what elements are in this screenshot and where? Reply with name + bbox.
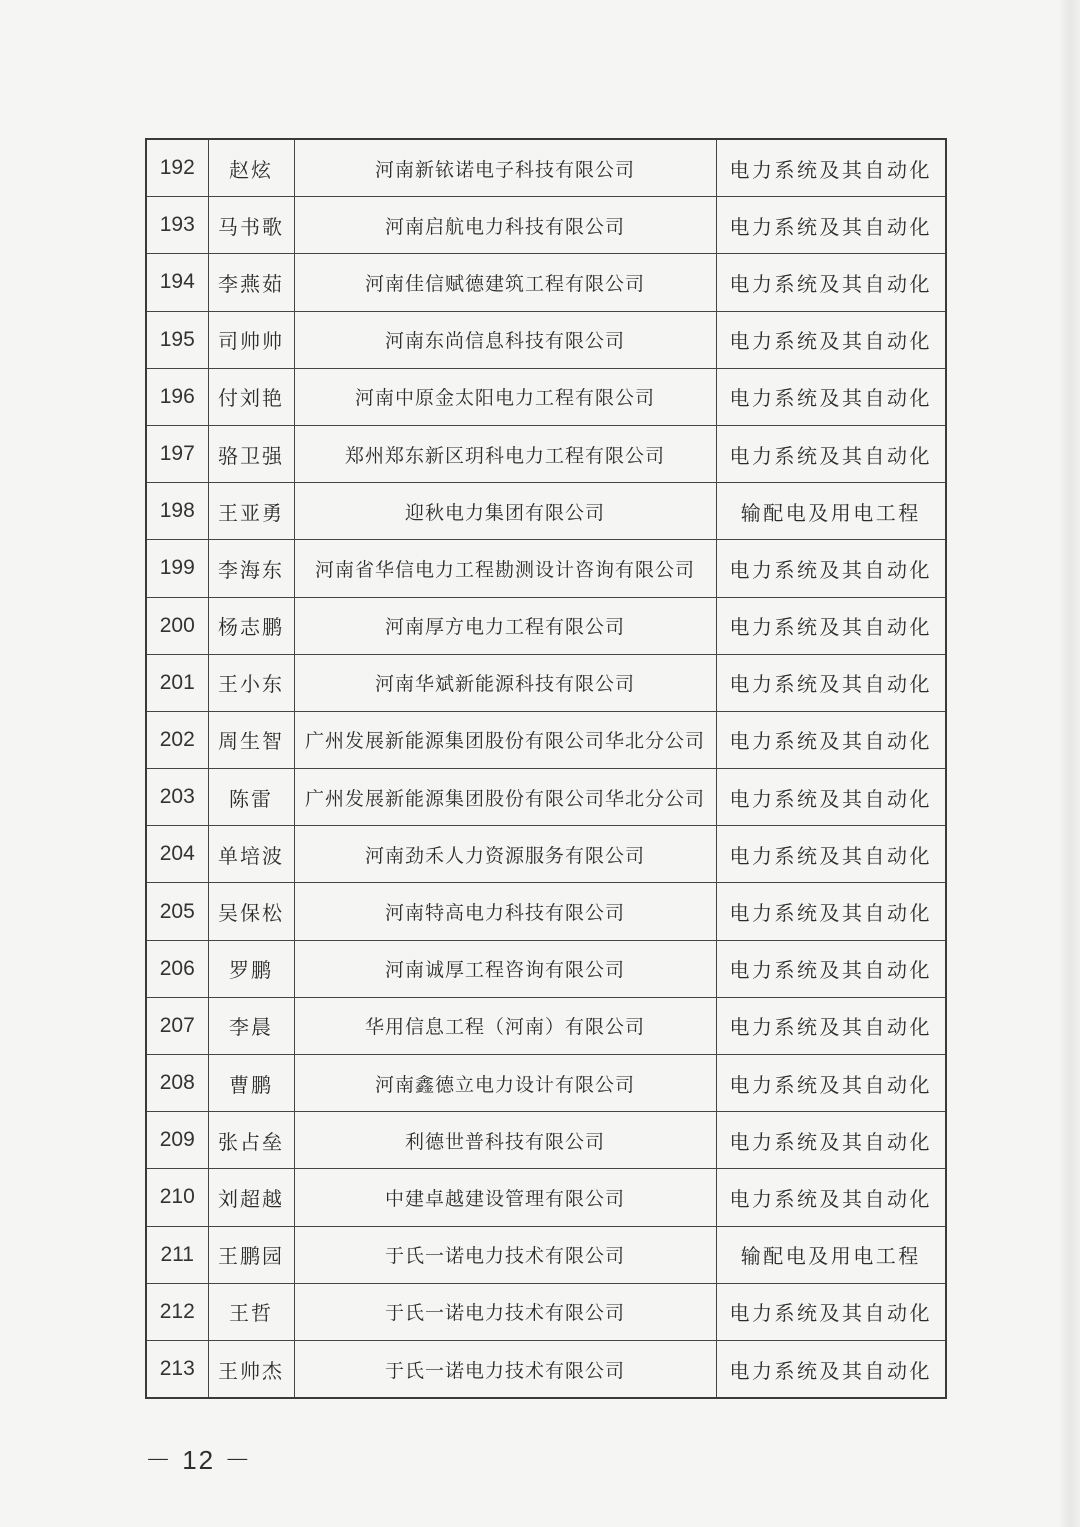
- row-number: 192: [146, 139, 208, 197]
- table-row: [146, 483, 946, 540]
- company-name: 广州发展新能源集团股份有限公司华北分公司: [294, 769, 716, 826]
- table-row: [146, 197, 946, 254]
- person-name: 王亚勇: [208, 483, 294, 540]
- person-name: 司帅帅: [208, 311, 294, 368]
- major-field: 电力系统及其自动化: [716, 597, 946, 654]
- table-row: [146, 997, 946, 1054]
- company-name: 华用信息工程（河南）有限公司: [294, 997, 716, 1054]
- row-number: 196: [146, 368, 208, 425]
- row-number: 205: [146, 883, 208, 940]
- company-name: 河南华斌新能源科技有限公司: [294, 654, 716, 711]
- table-row: [146, 597, 946, 654]
- major-field: 电力系统及其自动化: [716, 1283, 946, 1340]
- person-name: 曹鹏: [208, 1055, 294, 1112]
- company-name: 河南鑫德立电力设计有限公司: [294, 1055, 716, 1112]
- major-field: 电力系统及其自动化: [716, 711, 946, 768]
- major-field: 电力系统及其自动化: [716, 940, 946, 997]
- table-row: [146, 425, 946, 482]
- person-name: 王帅杰: [208, 1340, 294, 1398]
- table-row: [146, 940, 946, 997]
- table-row: [146, 1283, 946, 1340]
- company-name: 郑州郑东新区玥科电力工程有限公司: [294, 425, 716, 482]
- company-name: 河南佳信赋德建筑工程有限公司: [294, 254, 716, 311]
- table-row: [146, 311, 946, 368]
- row-number: 198: [146, 483, 208, 540]
- row-number: 207: [146, 997, 208, 1054]
- major-field: 电力系统及其自动化: [716, 425, 946, 482]
- major-field: 电力系统及其自动化: [716, 826, 946, 883]
- row-number: 206: [146, 940, 208, 997]
- row-number: 199: [146, 540, 208, 597]
- table-row: [146, 883, 946, 940]
- person-name: 王小东: [208, 654, 294, 711]
- table-row: [146, 769, 946, 826]
- row-number: 212: [146, 1283, 208, 1340]
- row-number: 208: [146, 1055, 208, 1112]
- table-row: [146, 1169, 946, 1226]
- table-row: [146, 711, 946, 768]
- company-name: 中建卓越建设管理有限公司: [294, 1169, 716, 1226]
- row-number: 202: [146, 711, 208, 768]
- row-number: 209: [146, 1112, 208, 1169]
- person-name: 赵炫: [208, 139, 294, 197]
- table-row: [146, 139, 946, 197]
- company-name: 于氏一诺电力技术有限公司: [294, 1283, 716, 1340]
- table-row: [146, 254, 946, 311]
- major-field: 电力系统及其自动化: [716, 254, 946, 311]
- person-name: 马书歌: [208, 197, 294, 254]
- company-name: 河南劲禾人力资源服务有限公司: [294, 826, 716, 883]
- company-name: 河南诚厚工程咨询有限公司: [294, 940, 716, 997]
- person-name: 吴保松: [208, 883, 294, 940]
- scan-edge-shadow: [1058, 0, 1080, 1527]
- row-number: 197: [146, 425, 208, 482]
- major-field: 电力系统及其自动化: [716, 997, 946, 1054]
- table-row: [146, 1340, 946, 1398]
- row-number: 200: [146, 597, 208, 654]
- row-number: 201: [146, 654, 208, 711]
- company-name: 河南特高电力科技有限公司: [294, 883, 716, 940]
- person-name: 王鹏园: [208, 1226, 294, 1283]
- person-name: 刘超越: [208, 1169, 294, 1226]
- major-field: 电力系统及其自动化: [716, 139, 946, 197]
- person-name: 付刘艳: [208, 368, 294, 425]
- person-name: 罗鹏: [208, 940, 294, 997]
- major-field: 电力系统及其自动化: [716, 368, 946, 425]
- row-number: 210: [146, 1169, 208, 1226]
- person-name: 王哲: [208, 1283, 294, 1340]
- row-number: 194: [146, 254, 208, 311]
- company-name: 于氏一诺电力技术有限公司: [294, 1226, 716, 1283]
- company-name: 河南中原金太阳电力工程有限公司: [294, 368, 716, 425]
- person-name: 李晨: [208, 997, 294, 1054]
- table-row: [146, 540, 946, 597]
- row-number: 213: [146, 1340, 208, 1398]
- company-name: 河南省华信电力工程勘测设计咨询有限公司: [294, 540, 716, 597]
- person-name: 陈雷: [208, 769, 294, 826]
- major-field: 电力系统及其自动化: [716, 311, 946, 368]
- person-name: 李燕茹: [208, 254, 294, 311]
- company-name: 利德世普科技有限公司: [294, 1112, 716, 1169]
- company-name: 河南启航电力科技有限公司: [294, 197, 716, 254]
- major-field: 电力系统及其自动化: [716, 197, 946, 254]
- company-name: 于氏一诺电力技术有限公司: [294, 1340, 716, 1398]
- company-name: 河南厚方电力工程有限公司: [294, 597, 716, 654]
- person-name: 李海东: [208, 540, 294, 597]
- person-name: 单培波: [208, 826, 294, 883]
- row-number: 195: [146, 311, 208, 368]
- table-row: [146, 654, 946, 711]
- table-row: [146, 1226, 946, 1283]
- table-row: [146, 1055, 946, 1112]
- company-name: 广州发展新能源集团股份有限公司华北分公司: [294, 711, 716, 768]
- major-field: 电力系统及其自动化: [716, 1169, 946, 1226]
- company-name: 河南新铱诺电子科技有限公司: [294, 139, 716, 197]
- major-field: 电力系统及其自动化: [716, 654, 946, 711]
- major-field: 电力系统及其自动化: [716, 769, 946, 826]
- person-name: 杨志鹏: [208, 597, 294, 654]
- major-field: 电力系统及其自动化: [716, 1055, 946, 1112]
- row-number: 204: [146, 826, 208, 883]
- row-number: 211: [146, 1226, 208, 1283]
- row-number: 203: [146, 769, 208, 826]
- major-field: 电力系统及其自动化: [716, 540, 946, 597]
- company-name: 迎秋电力集团有限公司: [294, 483, 716, 540]
- person-name: 张占垒: [208, 1112, 294, 1169]
- person-name: 骆卫强: [208, 425, 294, 482]
- table-row: [146, 826, 946, 883]
- major-field: 电力系统及其自动化: [716, 883, 946, 940]
- company-name: 河南东尚信息科技有限公司: [294, 311, 716, 368]
- row-number: 193: [146, 197, 208, 254]
- page-number: － 12 －: [145, 1445, 253, 1475]
- person-name: 周生智: [208, 711, 294, 768]
- table-row: [146, 368, 946, 425]
- major-field: 输配电及用电工程: [716, 1226, 946, 1283]
- roster-table-body: [146, 139, 946, 1398]
- major-field: 电力系统及其自动化: [716, 1340, 946, 1398]
- table-row: [146, 1112, 946, 1169]
- major-field: 电力系统及其自动化: [716, 1112, 946, 1169]
- roster-table: [145, 138, 947, 1399]
- major-field: 输配电及用电工程: [716, 483, 946, 540]
